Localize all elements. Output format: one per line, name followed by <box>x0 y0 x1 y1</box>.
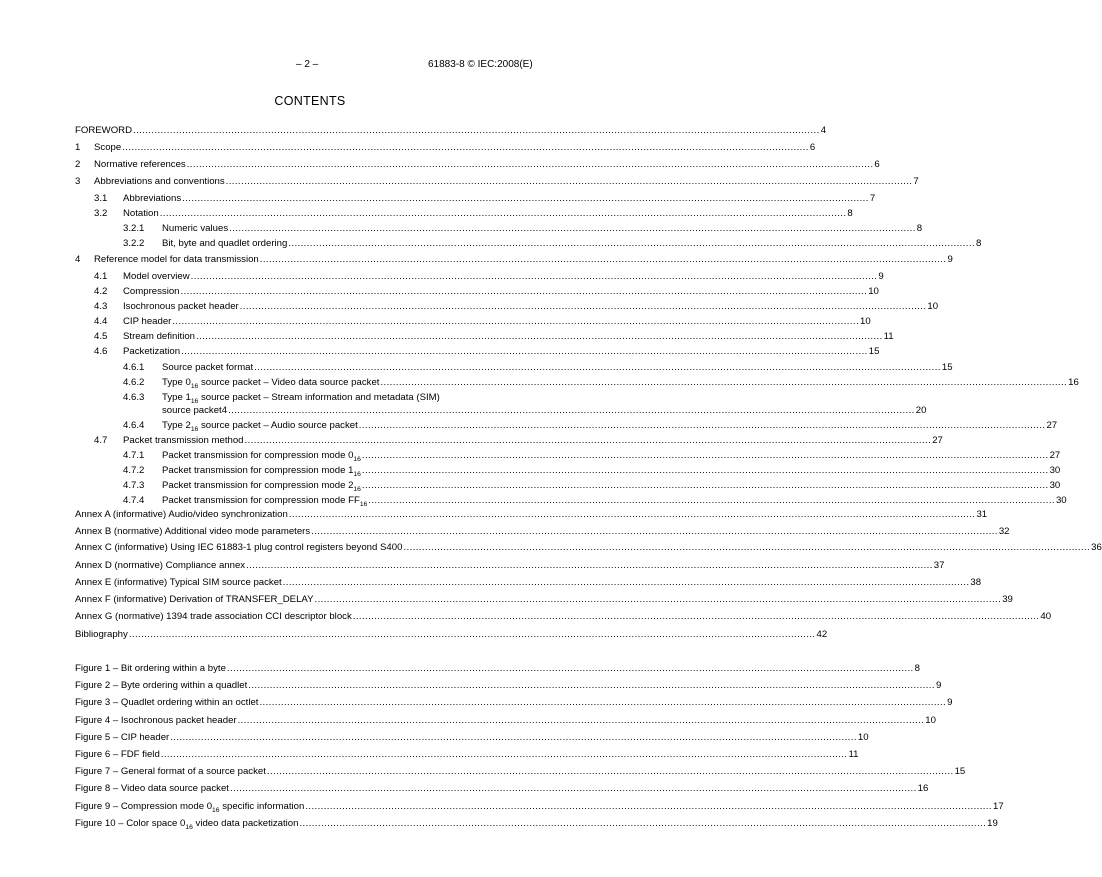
leader-dots <box>299 817 986 830</box>
leader-dots <box>289 508 976 521</box>
entry-page: 8 <box>847 208 853 219</box>
figure-page: 10 <box>857 732 869 743</box>
toc-entry[interactable] <box>75 141 816 154</box>
toc-entry[interactable] <box>123 464 1061 478</box>
leader-dots <box>226 175 913 188</box>
figure-page: 9 <box>935 680 942 691</box>
entry-number: 3 <box>75 176 81 187</box>
figure-entry[interactable] <box>75 662 920 675</box>
entry-page: 36 <box>1091 542 1102 553</box>
entry-label-suffix: source packet – Stream information and metadata (SIM) <box>198 392 440 403</box>
entry-number: 3.1 <box>94 193 108 204</box>
entry-page: 40 <box>1040 611 1052 622</box>
toc-entry[interactable] <box>123 419 1058 433</box>
figure-entry[interactable] <box>75 782 929 795</box>
entry-number: 4.7.4 <box>123 495 145 506</box>
entry-number: 3.2.1 <box>123 223 145 234</box>
entry-label-text: Reference model for data transmission <box>94 254 259 265</box>
toc-entry[interactable] <box>94 434 943 447</box>
leader-dots <box>172 315 859 328</box>
entry-label-text: Type 1 <box>162 392 191 403</box>
entry-label <box>162 391 926 404</box>
leader-dots <box>229 222 916 235</box>
entry-label-text: Annex F (informative) Derivation of TRANSFER_DELAY <box>75 594 314 605</box>
leader-dots <box>133 124 820 137</box>
leader-dots <box>238 714 925 727</box>
entry-label <box>75 525 310 538</box>
entry-label-text: Annex C (informative) Using IEC 61883-1 plug control registers beyond S400 <box>75 542 403 553</box>
entry-number: 1 <box>75 142 81 153</box>
entry-label-text: FOREWORD <box>75 125 133 136</box>
entry-label-text: Numeric values <box>162 223 229 234</box>
entry-label <box>123 207 159 220</box>
entry-number: 4.6 <box>94 346 108 357</box>
entry-page: 30 <box>1049 465 1061 476</box>
leader-dots <box>161 748 848 761</box>
entry-page: 11 <box>883 331 894 342</box>
toc-entry[interactable] <box>75 541 1102 554</box>
entry-number: 2 <box>75 159 81 170</box>
figure-label <box>75 817 298 830</box>
entry-label-text: Figure 6 – FDF field <box>75 749 160 760</box>
entry-label <box>75 559 245 572</box>
entry-label-text: Normative references <box>94 159 186 170</box>
entry-label-text: Packet transmission for compression mode 2 <box>162 480 354 491</box>
entry-label-suffix: specific information <box>219 801 305 812</box>
entry-page: 10 <box>860 316 871 327</box>
entry-page: 20 <box>915 405 927 416</box>
leader-dots <box>191 270 878 283</box>
leader-dots <box>288 237 975 250</box>
subscript: 16 <box>353 471 361 478</box>
entry-label-text: Packet transmission method <box>123 435 244 446</box>
leader-dots <box>362 479 1049 492</box>
toc-entry[interactable] <box>75 124 827 137</box>
toc-entry[interactable] <box>75 628 828 641</box>
entry-label-text: Isochronous packet header <box>123 301 239 312</box>
page-title: CONTENTS <box>274 94 346 108</box>
leader-dots <box>227 662 914 675</box>
entry-label-text: Figure 8 – Video data source packet <box>75 783 229 794</box>
leader-dots <box>260 253 947 266</box>
entry-page: 38 <box>970 577 982 588</box>
entry-number: 4.4 <box>94 316 108 327</box>
entry-label <box>123 345 180 358</box>
leader-dots <box>362 449 1049 462</box>
entry-page: 7 <box>913 176 919 187</box>
subscript: 16 <box>212 807 220 814</box>
entry-label <box>162 222 228 235</box>
entry-label <box>75 593 314 606</box>
entry-page: 15 <box>868 346 880 357</box>
leader-dots <box>248 679 935 692</box>
entry-label <box>162 479 361 492</box>
page-number: – 2 – <box>296 59 319 70</box>
toc-entry[interactable] <box>123 237 982 250</box>
leader-dots <box>228 404 915 417</box>
entry-label-text: Annex G (normative) 1394 trade association CCI descriptor block <box>75 611 352 622</box>
subscript: 16 <box>190 426 199 433</box>
figure-page: 15 <box>954 766 966 777</box>
toc-entry[interactable] <box>94 285 879 298</box>
entry-number: 4.3 <box>94 301 108 312</box>
figure-page: 8 <box>914 663 920 674</box>
figure-entry[interactable] <box>75 765 966 778</box>
entry-number: 4.1 <box>94 271 108 282</box>
subscript: 16 <box>185 824 193 831</box>
entry-label <box>75 610 352 623</box>
leader-dots <box>187 158 874 171</box>
figure-label <box>75 800 304 813</box>
leader-dots <box>380 376 1067 389</box>
entry-label <box>94 158 186 171</box>
leader-dots <box>267 765 954 778</box>
entry-label <box>162 419 358 432</box>
entry-page: 27 <box>932 435 943 446</box>
document-id: 61883-8 © IEC:2008(E) <box>428 59 533 70</box>
subscript: 16 <box>353 456 361 463</box>
toc-entry[interactable] <box>123 494 1067 508</box>
figure-entry[interactable] <box>75 800 1004 814</box>
entry-label <box>162 449 361 462</box>
entry-label-text: Packet transmission for compression mode 0 <box>162 450 354 461</box>
entry-number: 3.2 <box>94 208 108 219</box>
entry-label-text: Type 2 <box>162 420 191 431</box>
entry-label-text: Annex B (normative) Additional video mode parameters <box>75 526 311 537</box>
leader-dots <box>254 361 941 374</box>
figure-page: 10 <box>925 715 936 726</box>
figure-entry[interactable] <box>75 679 942 692</box>
figure-entry[interactable] <box>75 748 859 761</box>
entry-label-text: Annex E (informative) Typical SIM source packet <box>75 577 282 588</box>
entry-page: 42 <box>816 629 828 640</box>
toc-entry[interactable] <box>123 376 1079 390</box>
figure-page: 19 <box>987 818 998 829</box>
entry-label-text: Figure 9 – Compression mode 0 <box>75 801 213 812</box>
entry-label <box>162 464 361 477</box>
entry-page: 8 <box>976 238 982 249</box>
entry-label <box>75 508 288 521</box>
figure-label <box>75 679 247 692</box>
figure-entry[interactable] <box>75 731 869 744</box>
entry-label <box>123 285 180 298</box>
entry-page: 7 <box>869 193 876 204</box>
entry-label <box>162 237 287 250</box>
entry-label-text: Annex D (normative) Compliance annex <box>75 560 246 571</box>
entry-label-text: Source packet format <box>162 362 254 373</box>
figure-label <box>75 714 237 727</box>
entry-number: 4.7.3 <box>123 480 145 491</box>
entry-label-suffix: source packet – Video data source packet <box>198 377 380 388</box>
toc-entry[interactable] <box>75 525 1010 538</box>
leader-dots <box>305 800 992 813</box>
leader-dots <box>181 345 868 358</box>
toc-entry[interactable] <box>94 270 884 283</box>
toc-entry[interactable] <box>123 361 953 374</box>
figure-page: 11 <box>848 749 859 760</box>
leader-dots <box>240 300 927 313</box>
entry-page: 39 <box>1002 594 1013 605</box>
entry-page: 30 <box>1055 495 1067 506</box>
entry-label-text: Stream definition <box>123 331 195 342</box>
entry-page: 27 <box>1046 420 1058 431</box>
toc-entry[interactable] <box>75 610 1052 623</box>
entry-number: 4.5 <box>94 331 108 342</box>
figure-label <box>75 765 266 778</box>
figure-entry[interactable] <box>75 817 998 831</box>
subscript: 16 <box>190 383 199 390</box>
entry-label-text: Figure 4 – Isochronous packet header <box>75 715 237 726</box>
toc-entry[interactable] <box>94 300 939 313</box>
toc-entry[interactable] <box>123 479 1061 493</box>
entry-page: 37 <box>933 560 945 571</box>
leader-dots <box>196 330 883 343</box>
toc-entry[interactable] <box>75 576 982 589</box>
toc-entry[interactable] <box>94 330 894 343</box>
entry-label <box>75 541 402 554</box>
figure-page: 16 <box>917 783 929 794</box>
entry-label-text: Packet transmission for compression mode 1 <box>162 465 354 476</box>
entry-label-text: Compression <box>123 286 180 297</box>
toc-entry[interactable] <box>75 158 880 171</box>
leader-dots <box>230 782 917 795</box>
entry-label-text: Figure 10 – Color space 0 <box>75 818 186 829</box>
figure-label <box>75 731 169 744</box>
entry-number: 4.2 <box>94 286 108 297</box>
entry-label-text: Packet transmission for compression mode FF <box>162 495 360 506</box>
toc-entry[interactable] <box>94 192 876 205</box>
figure-label <box>75 782 229 795</box>
toc-entry[interactable] <box>123 449 1061 463</box>
entry-label-text: Figure 7 – General format of a source packet <box>75 766 266 777</box>
leader-dots <box>245 434 932 447</box>
entry-page: 4 <box>820 125 827 136</box>
entry-page: 15 <box>941 362 953 373</box>
leader-dots <box>259 696 946 709</box>
entry-label <box>162 494 367 507</box>
entry-page: 8 <box>916 223 923 234</box>
entry-label <box>123 330 195 343</box>
figure-page: 9 <box>947 697 953 708</box>
leader-dots <box>283 576 970 589</box>
entry-label <box>75 124 132 137</box>
leader-dots <box>246 559 933 572</box>
entry-label-text: Figure 5 – CIP header <box>75 732 170 743</box>
leader-dots <box>129 628 816 641</box>
figure-label <box>75 662 226 675</box>
figure-label <box>75 696 258 709</box>
entry-label-suffix: video data packetization <box>192 818 299 829</box>
entry-label-text: CIP header <box>123 316 172 327</box>
entry-label-text: Notation <box>123 208 159 219</box>
entry-page: 9 <box>878 271 884 282</box>
entry-label-text: Packetization <box>123 346 181 357</box>
entry-number: 4.7 <box>94 435 108 446</box>
entry-page: 10 <box>927 301 939 312</box>
toc-entry[interactable] <box>94 315 871 328</box>
entry-label-text: Figure 3 – Quadlet ordering within an octlet <box>75 697 259 708</box>
entry-label-text: Abbreviations <box>123 193 182 204</box>
leader-dots <box>403 541 1090 554</box>
toc-entry[interactable] <box>123 391 927 417</box>
toc-entry[interactable] <box>94 207 853 220</box>
entry-label-suffix: source packet – Audio source packet <box>198 420 358 431</box>
leader-dots <box>170 731 857 744</box>
entry-page: 27 <box>1049 450 1061 461</box>
leader-dots <box>122 141 809 154</box>
entry-page: 30 <box>1049 480 1061 491</box>
figure-entry[interactable] <box>75 696 953 709</box>
leader-dots <box>359 419 1046 432</box>
figure-label <box>75 748 160 761</box>
entry-number: 4.6.2 <box>123 377 145 388</box>
entry-label-text: Annex A (informative) Audio/video synchronization <box>75 509 288 520</box>
entry-page: 6 <box>809 142 816 153</box>
entry-label <box>94 141 121 154</box>
entry-label-line2: source packet4 <box>162 405 228 416</box>
toc-entry[interactable] <box>75 559 945 572</box>
toc-entry[interactable] <box>123 222 923 235</box>
entry-number: 4.6.3 <box>123 392 145 403</box>
entry-label <box>75 628 128 641</box>
entry-number: 4.6.4 <box>123 420 145 431</box>
entry-page: 10 <box>868 286 879 297</box>
entry-label <box>123 434 244 447</box>
subscript: 16 <box>359 501 368 508</box>
entry-number: 4 <box>75 254 81 265</box>
entry-number: 4.7.2 <box>123 465 145 476</box>
entry-page: 32 <box>998 526 1010 537</box>
figure-page: 17 <box>992 801 1004 812</box>
leader-dots <box>353 610 1040 623</box>
entry-label-text: Scope <box>94 142 122 153</box>
subscript: 16 <box>190 398 199 405</box>
leader-dots <box>182 192 869 205</box>
entry-label <box>162 376 379 389</box>
toc-entry[interactable] <box>94 345 880 358</box>
entry-label <box>123 300 239 313</box>
entry-label <box>162 361 253 374</box>
entry-number: 3.2.2 <box>123 238 145 249</box>
entry-label <box>94 175 225 188</box>
entry-page: 16 <box>1068 377 1079 388</box>
figure-entry[interactable] <box>75 714 936 727</box>
entry-number: 4.6.1 <box>123 362 145 373</box>
entry-page: 31 <box>976 509 988 520</box>
toc-entry[interactable] <box>75 508 988 521</box>
entry-label <box>123 192 181 205</box>
leader-dots <box>160 207 847 220</box>
toc-entry[interactable] <box>75 593 1013 606</box>
entry-label <box>94 253 259 266</box>
leader-dots <box>311 525 998 538</box>
leader-dots <box>362 464 1049 477</box>
entry-label <box>75 576 282 589</box>
entry-number: 4.7.1 <box>123 450 145 461</box>
entry-label-text: Type 0 <box>162 377 191 388</box>
entry-page: 9 <box>947 254 953 265</box>
entry-page: 6 <box>874 159 880 170</box>
entry-label-text: Model overview <box>123 271 190 282</box>
entry-label-text: Figure 1 – Bit ordering within a byte <box>75 663 226 674</box>
entry-label-text: Bibliography <box>75 629 128 640</box>
entry-label-text: Figure 2 – Byte ordering within a quadlet <box>75 680 248 691</box>
leader-dots <box>181 285 868 298</box>
leader-dots <box>368 494 1055 507</box>
subscript: 16 <box>353 486 361 493</box>
leader-dots <box>315 593 1002 606</box>
entry-label-text: Bit, byte and quadlet ordering <box>162 238 288 249</box>
entry-label-text: Abbreviations and conventions <box>94 176 225 187</box>
toc-entry[interactable] <box>75 175 919 188</box>
toc-entry[interactable] <box>75 253 953 266</box>
entry-label <box>123 270 190 283</box>
entry-label <box>123 315 171 328</box>
